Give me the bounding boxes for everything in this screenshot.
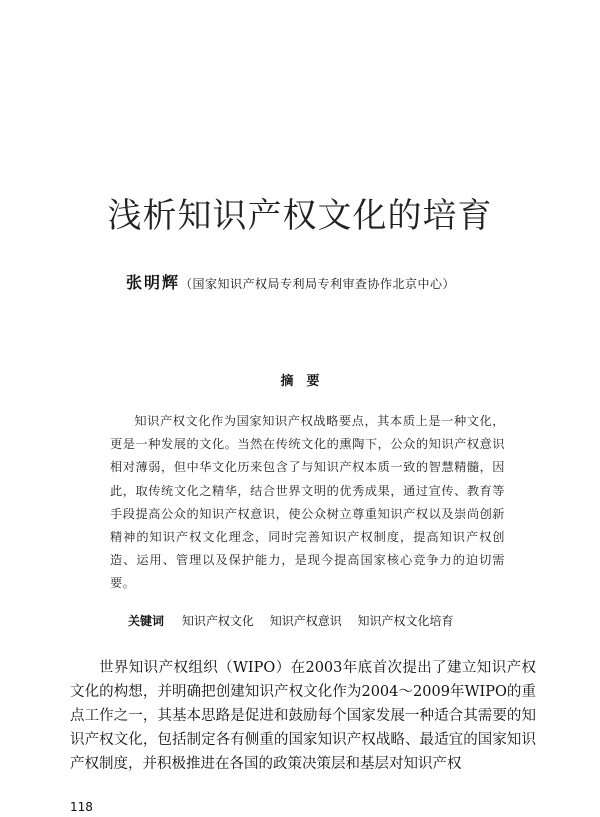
abstract-text: 知识产权文化作为国家知识产权战略要点，其本质上是一种文化，更是一种发展的文化。当然在传统文化的熏陶下，公众的知识产权意识相对薄弱，但中华文化历来包含了与知识产权本质一致的智慧精髓，因此，取传统文化之精华，结合世界文明的优秀成果，通过宣传、教育等手段提高公众的知识产权意识，使公众树立尊重知识产权以及崇尚创新精神的知识产权文化理念，同时完善知识产权制度，提高知识产权创造、运用、管理以及保护能力，是现今提高国家核心竞争力的迫切需要。 bbox=[110, 414, 505, 591]
abstract-heading: 摘 要 bbox=[280, 374, 320, 389]
keyword: 知识产权文化培育 bbox=[357, 614, 454, 628]
page-number: 118 bbox=[70, 800, 93, 814]
author-affiliation: （国家知识产权局专利局专利审查协作北京中心） bbox=[180, 277, 456, 291]
author-name: 张明辉 bbox=[126, 273, 181, 292]
keywords-line bbox=[128, 612, 548, 629]
byline bbox=[126, 270, 546, 293]
keyword: 知识产权文化 bbox=[181, 614, 254, 628]
body-paragraph: 世界知识产权组织（WIPO）在2003年底首次提出了建立知识产权文化的构想，并明确把创建知识产权文化作为2004～2009年WIPO的重点工作之一，其基本思路是促进和鼓励每个国家发展一种适合其需要的知识产权文化，包括制定各有侧重的国家知识产权战略、最适宜的国家知识产权制度，并积极推进在各国的政策决策层和基层对知识产权 bbox=[70, 660, 536, 772]
article-title: 浅析知识产权文化的培育 bbox=[107, 196, 493, 236]
keyword: 知识产权意识 bbox=[269, 614, 342, 628]
keywords-label: 关键词 bbox=[128, 614, 165, 628]
